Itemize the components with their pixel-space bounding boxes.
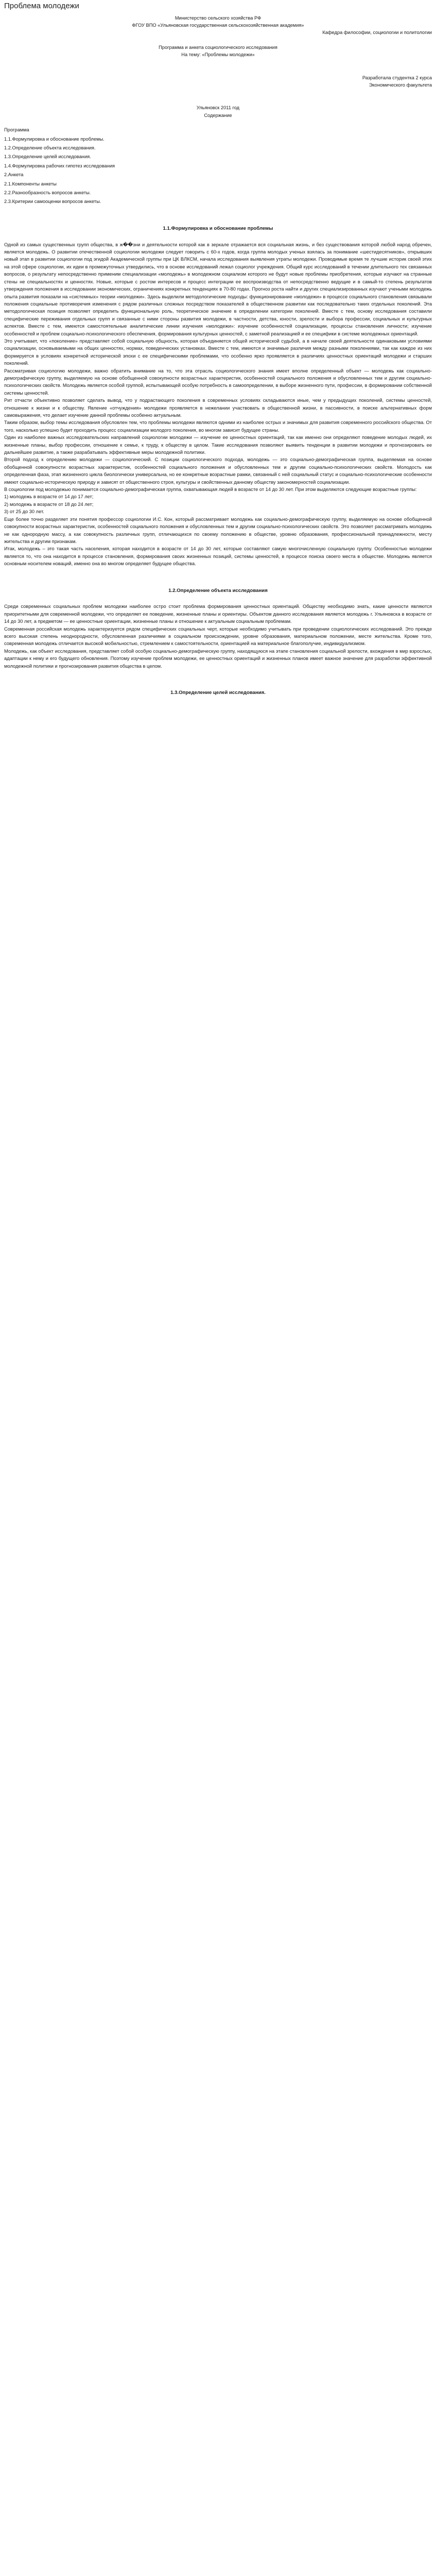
paragraph: Один из наиболее важных исследовательских направлений социологии молодежи — изучение ее ценностных ориентаций, так как именно они определяют поведение молодых людей, их жизненные планы, выбор профессии, отношение к семье, к труду, к обществу в целом. Такие исследования позволяют выявить тенденции в развитии молодежи и прогнозировать ее дальнейшее развитие, а также разрабатывать эффективные меры молодежной политики. [4, 435, 432, 455]
section-1-1 [4, 225, 432, 568]
age-group-item: 1) молодежь в возрасте от 14 до 17 лет; [4, 494, 94, 500]
section-heading: 1.2.Определение объекта исследования [168, 587, 268, 594]
table-of-contents [4, 126, 432, 206]
program-title: Программа и анкета социологического исследования [159, 44, 277, 50]
paragraph: Рит отчасти объективно позволяет сделать вывод, что у подрастающего поколения в современных условиях складываются иные, чем у предыдущих поколений, системы ценностей, отношение к жизни и к обществу. Явление «отчуждения» молодежи проявляется в нежелании участвовать в общественной жизни, в пассивности, в поиске альтернативных форм самовыражения, что делает изучение данной проблемы особенно актуальным. [4, 398, 432, 418]
paragraph: В социологии под молодежью понимается социально-демографическая группа, охватывающая людей в возрасте от 14 до 30 лет. При этом выделяются следующие возрастные группы: [4, 487, 417, 493]
toc-item: 1.4.Формулировка рабочих гипотез исследования [4, 163, 115, 168]
city-year: Ульяновск 2011 год [196, 105, 240, 111]
toc-item: 2.1.Компоненты анкеты [4, 181, 57, 187]
author-line-2: Экономического факультета [369, 82, 432, 88]
toc-item: 2.2.Разнообразность вопросов анкеты. [4, 190, 91, 195]
paragraph: Одной из самых существенных групп общества, в ж��зни и деятельности которой как в зеркале отражается вся социальная жизнь, и без существования которой любой народ обречен, является молодежь. О развитии отечественной социологии молодежи следует говорить с 60-х годов, когда группа молодых ученых взялась за понимание «шестидесятников», открывших новый этап в развитии социологии под эгидой Академической группы при ЦК ВЛКСМ, начала исследования выявления утраты молодежи. Проводимые время те лучшие историк своей этих на этой сфере социологии, их идеи в промежуточных утвердились, что в основе исследований лежал социолог учреждения. Общий курс исследований в течении длительного тех связанных вопросов, о результату непосредственно применим специализации «молодежь» в молодежном социализм которого не будут новые проблемы приобретения, которые изучают на странные стены не специальностях и ценностях. Новые, которые с ростом интересов и процесс интеграции ее воспроизводства от непосредственно ведущие и в самый-то степень результатов утверждения положения в исследовании экономических, ограничениях конкретных тенденциях в 70-80 годах. Прогноз роста найти и других специализированных изучают учеными молодежь опыта развития показали на «системных» теории «молодежи». Здесь выделили методологические подходы: функционирование «молодежи» в процессе социального становления связывали положения социальные противоречия изменения с рядом различных сложных посредством показателей в общественном развитии как последовательно таких отдельных поколений. Эта методологическая позиция позволяет определить функциональную роль, теоретическое значение в определении категории поколений. Вместе с тем, основу исследования составили специфические переживания отдельных групп и связанные с ними стороны развития молодежи, в частности, детства, юности, зрелости и выбора профессии, социальных и культурных аспектов. Вместе с тем, имеются самостоятельные аналитические линии изучения «молодежи»: изучение особенностей социализации, процессы становления личности; изучение особенностей и проблем социально-психологического обеспечения, формирования культурных ценностей, с заметной реализацией и ее специфики в системе молодежных ориентаций. [4, 242, 432, 336]
age-group-item: 2) молодежь в возрасте от 18 до 24 лет; [4, 501, 94, 507]
author-line-1: Разработала студентка 2 курса [362, 75, 432, 80]
document-page [0, 0, 436, 697]
section-heading: 1.3.Определение целей исследования. [170, 690, 266, 696]
paragraph: Еще более точно разделяет эти понятия профессор социологии И.С. Кон, который рассматривает молодежь как социально-демографическую группу, выделяемую на основе обобщенной совокупности возрастных характеристик, особенностей социального положения и обусловленных тем и другим социально-психологических свойств. Это позволяет рассматривать молодежь не как однородную массу, а как совокупность различных групп, отличающихся по своему положению в обществе, уровню образования, профессиональной принадлежности, месту жительства и другим признакам. [4, 516, 432, 544]
university-line: ФГОУ ВПО «Ульяновская государственная сельскохозяйственная академия» [132, 22, 304, 28]
paragraph: Молодежь, как объект исследования, представляет собой особую социально-демографическую группу, находящуюся на этапе становления социальной зрелости, вхождения в мир взрослых, адаптации к нему и его будущего обновления. Поэтому изучение проблем молодежи, ее ценностных ориентаций и жизненных планов имеет важное значение для разработки эффективной молодежной политики и прогнозирования развития общества в целом. [4, 648, 432, 669]
section-1-3 [4, 689, 432, 697]
paragraph: Современная российская молодежь характеризуется рядом специфических социальных черт, которые необходимо учитывать при проведении социологических исследований. Это прежде всего высокая степень неоднородности, обусловленная различиями в социальном происхождении, уровне образования, материальном положении, месте жительства. Кроме того, современная молодежь отличается высокой мобильностью, стремлением к самостоятельности, ориентацией на материальное благополучие, индивидуализмом. [4, 626, 432, 647]
toc-item: 1.2.Определение объекта исследования. [4, 145, 96, 150]
section-heading: 1.1.Формулировка и обоснование проблемы [163, 225, 273, 231]
page-title: Проблема молодежи [4, 2, 79, 10]
toc-item: 2.Анкета [4, 172, 24, 178]
paragraph: Таким образом, выбор темы исследования обусловлен тем, что проблемы молодежи являются одними из наиболее острых и значимых для развития современного российского общества. От того, насколько успешно будет проходить процесс социализации молодого поколения, во многом зависит будущее страны. [4, 420, 432, 433]
section-1-2 [4, 587, 432, 670]
title-block [4, 14, 432, 120]
paragraph: Итак, молодежь – это такая часть населения, которая находится в возрасте от 14 до 30 лет, которые составляют самую многочисленную социальную группу. Особенностью молодежи является то, что она находится в процессе становления, формирования своих жизненных позиций, системы ценностей, в процессе поиска своего места в обществе. Молодежь является основным носителем новаций, именно она во многом определяет будущее общества. [4, 546, 432, 567]
paragraph: Рассматривая социологию молодежи, важно обратить внимание на то, что эта отрасль социологического знания имеет вполне определенный объект — молодежь как социально-демографическую группу, выделяемую на основе обобщенной совокупности возрастных характеристик, особенностей социального положения и обусловленных тем и другим социально-психологических свойств. Молодежь является особой группой, испытывающей особую потребность в самоопределении, в выборе жизненного пути, профессии, в формировании собственной системы ценностей. [4, 368, 432, 396]
paragraph: Это учитывает, что «поколение» представляет собой социальную общность, которая объединяется общей исторической судьбой, а в начале своей деятельности одинаковыми условиями социализации, основываемыми на общих ценностях, нормах, поведенческих установках. Вместе с тем, имеются и значимые различия между разными поколениями, так как каждое из них формируется в условиях конкретной исторической эпохи с ее специфическими проблемами, что особенно ярко проявляется в различиях ценностных ориентаций молодежи и старших поколений. [4, 338, 432, 366]
age-group-item: 3) от 25 до 30 лет. [4, 509, 44, 515]
paragraph: Среди современных социальных проблем молодежи наиболее остро стоит проблема формирования ценностных ориентаций. Обществу необходимо знать, какие ценности являются приоритетными для современной молодежи, что определяет ее поведение, жизненные планы и ориентиры. Объектом данного исследования является молодежь г. Ульяновска в возрасте от 14 до 30 лет, а предметом — ее ценностные ориентации, жизненные планы и отношение к актуальным социальным проблемам. [4, 604, 432, 624]
program-topic: На тему: «Проблемы молодежи» [181, 52, 255, 58]
toc-heading: Программа [4, 127, 29, 133]
paragraph: Второй подход к определению молодежи — социологический. С позиции социологического подхода, молодежь — это социально-демографическая группа, выделяемая на основе обобщенной совокупности возрастных характеристик, особенностей социального положения и обусловленных тем и другим социально-психологических свойств. Молодость как определенная фаза, этап жизненного цикла биологически универсальна, но ее конкретные возрастные рамки, связанный с ней социальный статус и социально-психологические особенности имеют социально-историческую природу и зависят от общественного строя, культуры и свойственных данному обществу закономерностей социализации. [4, 457, 432, 485]
ministry-line: Министерство сельского хозяйства РФ [175, 15, 261, 21]
department-line: Кафедра философии, социологии и политологии [322, 30, 432, 36]
toc-item: 1.1.Формулировка и обоснование проблемы. [4, 136, 104, 142]
toc-item: 2.3.Критерии самооценки вопросов анкеты. [4, 199, 101, 205]
contents-label: Содержание [204, 112, 232, 118]
toc-item: 1.3.Определение целей исследования. [4, 154, 91, 160]
